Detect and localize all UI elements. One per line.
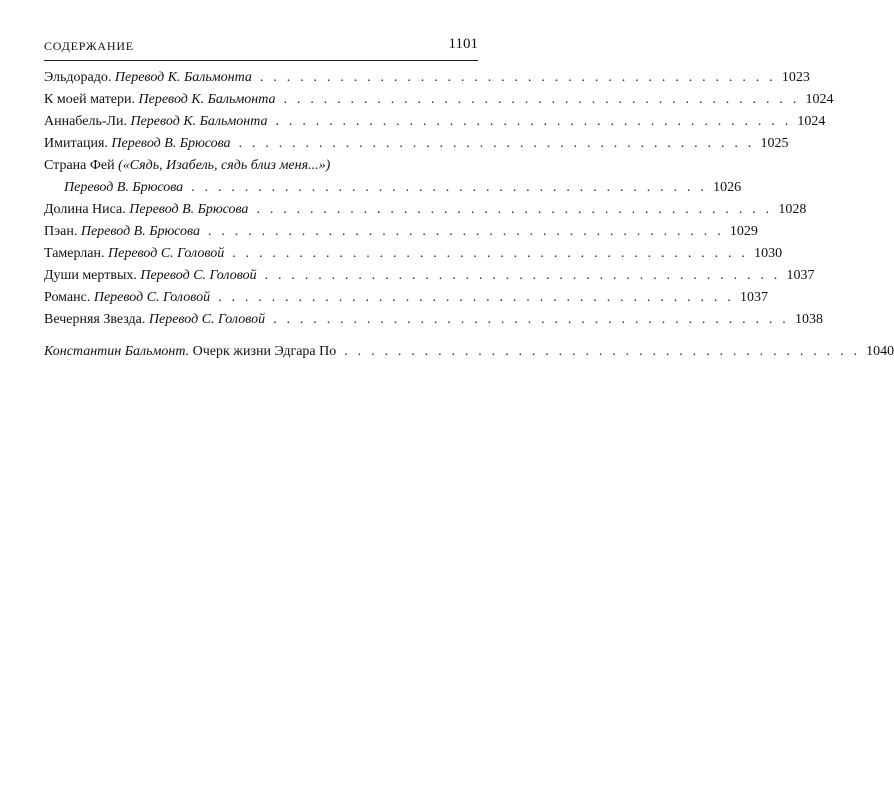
table-of-contents xyxy=(44,67,894,363)
entry-subtitle: («Сядь, Изабель, сядь близ меня...») xyxy=(118,158,331,173)
section-gap xyxy=(44,331,478,341)
toc-entry[interactable] xyxy=(44,265,815,287)
toc-entry[interactable] xyxy=(44,199,807,221)
leader-dots: . . . . . . . . . . . . . . . . . . . . . . . . . . . . . . . . . . . . . . . xyxy=(218,290,734,305)
entry-page: 1030 xyxy=(754,246,783,261)
entry-page: 1028 xyxy=(778,202,807,217)
entry-page: 1037 xyxy=(740,290,768,305)
entry-title: Тамерлан. xyxy=(44,246,105,261)
page-number: 1101 xyxy=(448,36,478,52)
toc-entry[interactable] xyxy=(44,89,834,111)
entry-title: Долина Ниса. xyxy=(44,202,126,217)
entry-translator: Перевод К. Бальмонта xyxy=(114,70,252,85)
entry-page: 1040 xyxy=(866,344,894,359)
entry-title: Вечерняя Звезда. xyxy=(44,312,146,327)
entry-translator: Перевод К. Бальмонта xyxy=(130,114,268,129)
entry-page: 1023 xyxy=(781,70,810,85)
entry-title: Аннабель-Ли. xyxy=(44,114,127,129)
entry-translator: Перевод В. Брюсова xyxy=(80,224,200,239)
entry-translator: Перевод В. Брюсова xyxy=(111,136,231,151)
entry-page: 1029 xyxy=(729,224,758,239)
leader-dots: . . . . . . . . . . . . . . . . . . . . . . . . . . . . . . . . . . . . . . . xyxy=(256,202,773,217)
running-header xyxy=(44,36,478,61)
entry-page: 1037 xyxy=(786,268,815,283)
toc-entry[interactable] xyxy=(44,133,789,155)
toc-entry[interactable] xyxy=(44,243,783,265)
entry-translator: Перевод С. Головой xyxy=(148,312,266,327)
entry-translator: Перевод В. Брюсова xyxy=(64,180,184,195)
leader-dots: . . . . . . . . . . . . . . . . . . . . . . . . . . . . . . . . . . . . . . . xyxy=(273,312,790,327)
entry-translator: Перевод С. Головой xyxy=(93,290,211,305)
entry-page: 1024 xyxy=(797,114,826,129)
leader-dots: . . . . . . . . . . . . . . . . . . . . . . . . . . . . . . . . . . . . . . . xyxy=(264,268,781,283)
entry-title: Души мертвых. xyxy=(44,268,137,283)
toc-entry[interactable] xyxy=(44,67,810,89)
essay-title: Очерк жизни Эдгара По xyxy=(192,344,337,359)
essay-author: Константин Бальмонт. xyxy=(44,344,190,359)
entry-translator: Перевод К. Бальмонта xyxy=(138,92,276,107)
toc-entry[interactable] xyxy=(44,309,824,331)
leader-dots: . . . . . . . . . . . . . . . . . . . . . . . . . . . . . . . . . . . . . . . xyxy=(283,92,800,107)
entry-title: Страна Фей xyxy=(44,158,115,173)
toc-entry-multiline[interactable] xyxy=(44,155,742,199)
entry-translator: Перевод С. Головой xyxy=(140,268,257,283)
leader-dots: . . . . . . . . . . . . . . . . . . . . . . . . . . . . . . . . . . . . . . . xyxy=(232,246,749,261)
leader-dots: . . . . . . . . . . . . . . . . . . . . . . . . . . . . . . . . . . . . . . . xyxy=(344,344,861,359)
entry-translator: Перевод В. Брюсова xyxy=(129,202,249,217)
entry-title: Пэан. xyxy=(44,224,78,239)
leader-dots: . . . . . . . . . . . . . . . . . . . . . . . . . . . . . . . . . . . . . . . xyxy=(259,70,776,85)
toc-entry[interactable] xyxy=(44,287,768,309)
leader-dots: . . . . . . . . . . . . . . . . . . . . . . . . . . . . . . . . . . . . . . . xyxy=(208,224,724,239)
entry-title: К моей матери. xyxy=(44,92,136,107)
entry-title: Эльдорадо. xyxy=(44,70,112,85)
toc-entry[interactable] xyxy=(44,111,826,133)
section-title: СОДЕРЖАНИЕ xyxy=(44,39,134,53)
toc-entry-essay[interactable] xyxy=(44,341,894,363)
entry-page: 1038 xyxy=(795,312,824,327)
entry-title: Имитация. xyxy=(44,136,108,151)
entry-title: Романс. xyxy=(44,290,91,305)
entry-page: 1026 xyxy=(713,180,742,195)
leader-dots: . . . . . . . . . . . . . . . . . . . . . . . . . . . . . . . . . . . . . . . xyxy=(191,180,708,195)
toc-entry[interactable] xyxy=(44,221,758,243)
entry-page: 1024 xyxy=(805,92,834,107)
entry-page: 1025 xyxy=(760,136,789,151)
leader-dots: . . . . . . . . . . . . . . . . . . . . . . . . . . . . . . . . . . . . . . . xyxy=(238,136,755,151)
leader-dots: . . . . . . . . . . . . . . . . . . . . . . . . . . . . . . . . . . . . . . . xyxy=(275,114,792,129)
entry-translator: Перевод С. Головой xyxy=(108,246,225,261)
